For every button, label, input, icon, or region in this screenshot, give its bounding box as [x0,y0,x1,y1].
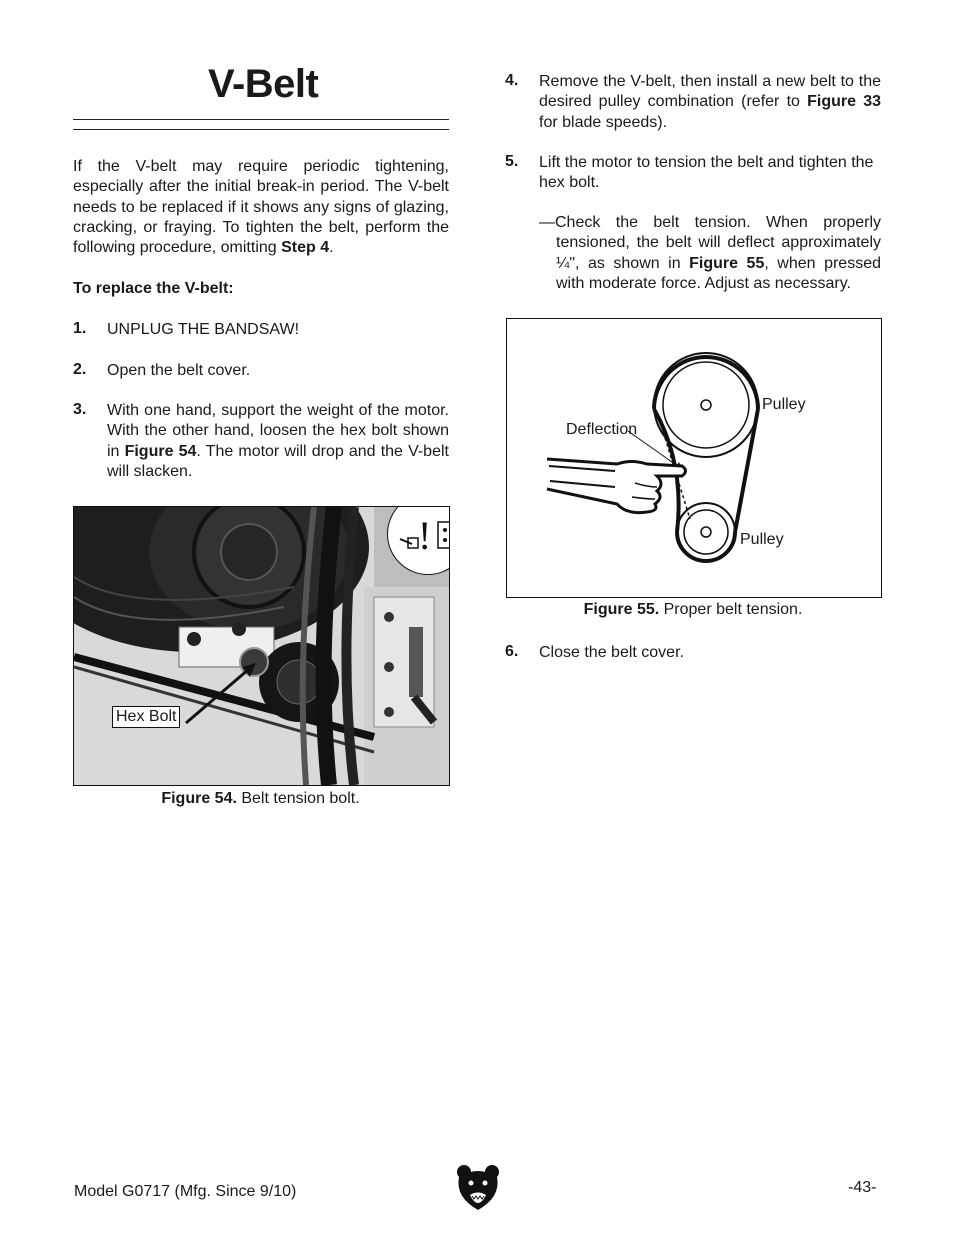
bottom-pulley-label: Pulley [740,531,784,548]
step-1-text: UNPLUG THE BANDSAW! [107,321,300,338]
bear-logo-icon [455,1163,501,1211]
step-6-text: Close the belt cover. [539,644,684,661]
figure-54-caption: Figure 54. Belt tension bolt. [161,790,360,807]
figure-54-photo [73,506,450,786]
step-4-number: 4. [505,72,519,89]
deflection-label: Deflection [566,421,638,438]
step-5-number: 5. [505,153,519,170]
figure-55-diagram [506,318,882,598]
step-3-number: 3. [73,401,87,418]
procedure-heading: To replace the V-belt: [73,280,234,297]
pulley-deflection-diagram [507,319,881,597]
figure-55-caption: Figure 55. Proper belt tension. [583,601,803,618]
step-4-text: Remove the V-belt, then install a new belt to the desired pulley combination (refer to Figure 33 for blade speeds). [539,73,881,131]
step-1-number: 1. [73,320,87,337]
unplug-warning-icon [387,506,450,575]
title-rule-bottom [73,129,449,130]
step-5-text: Lift the motor to tension the belt and tighten the hex bolt. [539,154,874,192]
hex-bolt-label: Hex Bolt [112,706,180,728]
belt-tension-check-note: —Check the belt tension. When properly tensioned, the belt will deflect approximately ¼", as shown in Figure 55, when pressed with moderate force. Adjust as necessary. [539,214,881,292]
step-6-number: 6. [505,643,519,660]
step-2-text: Open the belt cover. [107,362,251,379]
step-2-number: 2. [73,361,87,378]
intro-paragraph: If the V-belt may require periodic tightening, especially after the initial break-in period. The V-belt needs to be replaced if it shows any signs of glazing, cracking, or fraying. To tighten the belt, perform the following procedure, omitting Step 4. [73,158,449,257]
page-title: V-Belt [208,62,319,106]
svg-text:!: ! [418,513,432,558]
step-3-text: With one hand, support the weight of the motor. With the other hand, loosen the hex bolt shown in Figure 54. The motor will drop and the V-belt will slacken. [107,402,449,480]
footer-page-number: -43- [848,1179,877,1196]
footer-model: Model G0717 (Mfg. Since 9/10) [74,1183,297,1200]
top-pulley-label: Pulley [762,396,806,413]
title-rule-top [73,119,449,120]
